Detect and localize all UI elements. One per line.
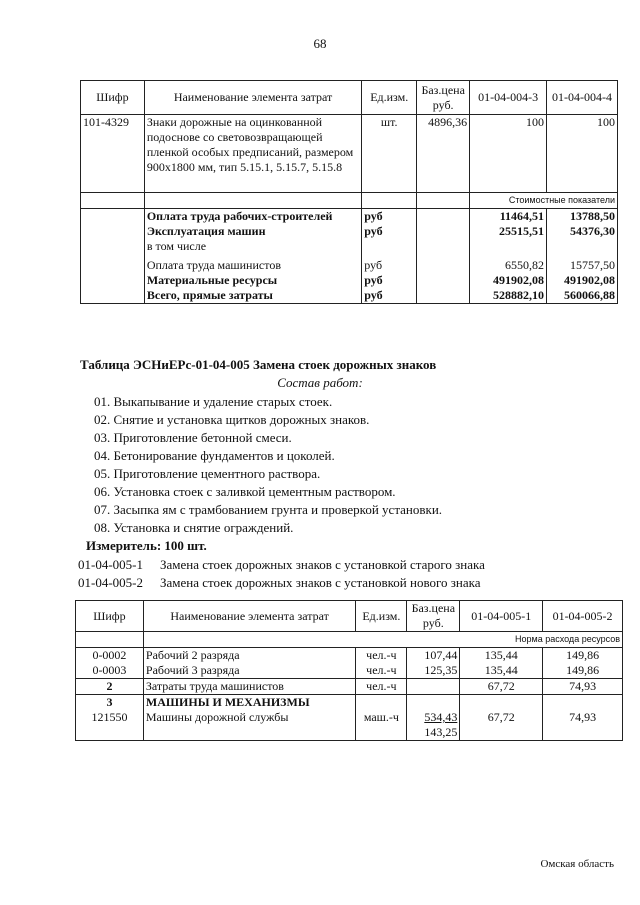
header-unit: Ед.изм. [356, 601, 407, 632]
header-price: Баз.цена руб. [407, 601, 460, 632]
item-unit: шт. [362, 115, 417, 193]
row-name: Рабочий 3 разряда [143, 663, 356, 679]
row-name: Рабочий 2 разряда [143, 648, 356, 664]
resource-table-2 [75, 600, 623, 741]
row-unit: чел.-ч [356, 679, 407, 695]
table-header-row [81, 81, 618, 115]
row-unit: чел.-ч [356, 648, 407, 664]
row-value-1: 135,44 [460, 663, 543, 679]
row-price: 107,44 [407, 648, 460, 664]
table-row [76, 710, 623, 741]
variant-text: Замена стоек дорожных знаков с установкой нового знака [160, 575, 481, 590]
row-name: Материальные ресурсы [144, 273, 361, 288]
row-price: 125,35 [407, 663, 460, 679]
item-value-1: 100 [470, 115, 547, 193]
row-value-2: 15757,50 [547, 258, 618, 273]
resource-table-1 [80, 80, 618, 304]
work-item: 08. Установка и снятие ограждений. [94, 520, 294, 535]
header-name: Наименование элемента затрат [144, 81, 361, 115]
item-code: 101-4329 [81, 115, 145, 193]
table-row [76, 648, 623, 664]
row-value-2: 74,93 [543, 710, 623, 741]
header-name: Наименование элемента затрат [143, 601, 356, 632]
variant-code: 01-04-005-2 [78, 575, 143, 590]
row-unit: руб [362, 288, 417, 304]
row-price-1: 534,43 [424, 710, 458, 724]
row-unit: маш.-ч [356, 710, 407, 741]
row-value-2: 491902,08 [547, 273, 618, 288]
row-name: Эксплуатация машин [144, 224, 361, 239]
row-value-2: 149,86 [543, 663, 623, 679]
row-value-1: 67,72 [460, 710, 543, 741]
row-name: Всего, прямые затраты [144, 288, 361, 304]
row-price [407, 679, 460, 695]
table-row [81, 258, 618, 273]
work-item: 01. Выкапывание и удаление старых стоек. [94, 394, 333, 409]
row-name: Оплата труда рабочих-строителей [144, 209, 361, 225]
row-unit: руб [362, 273, 417, 288]
work-item: 07. Засыпка ям с трамбованием грунта и проверкой установки. [94, 502, 443, 517]
row-value-1: 491902,08 [470, 273, 547, 288]
row-value-1: 528882,10 [470, 288, 547, 304]
row-code: 2 [76, 679, 144, 695]
row-value-2: 74,93 [543, 679, 623, 695]
row-value-2: 149,86 [543, 648, 623, 664]
row-unit: чел.-ч [356, 663, 407, 679]
header-code: Шифр [76, 601, 144, 632]
work-heading: Состав работ: [277, 375, 363, 390]
table-row [76, 679, 623, 695]
group-code: 3 [76, 695, 144, 711]
row-value-2: 54376,30 [547, 224, 618, 239]
row-price-2: 143,25 [424, 725, 458, 739]
row-name: Затраты труда машинистов [143, 679, 356, 695]
work-item: 04. Бетонирование фундаментов и цоколей. [94, 448, 335, 463]
group-name: МАШИНЫ И МЕХАНИЗМЫ [143, 695, 356, 711]
table-row [76, 663, 623, 679]
cost-label: Стоимостные показатели [470, 193, 618, 209]
table-row [81, 209, 618, 225]
item-value-2: 100 [547, 115, 618, 193]
item-name: Знаки дорожные на оцинкованной подоснове со световозвращающей пленкой особых предписаний, размером 900х1800 мм, тип 5.15.1, 5.15.7, 5.15.8 [144, 115, 361, 193]
work-item: 03. Приготовление бетонной смеси. [94, 430, 292, 445]
row-unit: руб [362, 224, 417, 239]
row-code: 121550 [76, 710, 144, 741]
work-item: 06. Установка стоек с заливкой цементным раствором. [94, 484, 396, 499]
row-unit: руб [362, 209, 417, 225]
row-value-1: 11464,51 [470, 209, 547, 225]
row-unit: руб [362, 258, 417, 273]
header-col2: 01-04-005-2 [543, 601, 623, 632]
row-value-1: 25515,51 [470, 224, 547, 239]
header-price: Баз.цена руб. [417, 81, 470, 115]
header-unit: Ед.изм. [362, 81, 417, 115]
table-row [81, 224, 618, 239]
row-value-1: 135,44 [460, 648, 543, 664]
row-value-2: 13788,50 [547, 209, 618, 225]
group-row [76, 695, 623, 711]
norm-label: Норма расхода ресурсов [143, 632, 622, 648]
measure-unit: Измеритель: 100 шт. [86, 538, 207, 553]
norm-label-row [76, 632, 623, 648]
row-name: Оплата труда машинистов [144, 258, 361, 273]
item-price: 4896,36 [417, 115, 470, 193]
table-row [81, 115, 618, 193]
header-col2: 01-04-004-4 [547, 81, 618, 115]
section-title: Таблица ЭСНиЕРс-01-04-005 Замена стоек дорожных знаков [80, 357, 437, 372]
row-value-1: 6550,82 [470, 258, 547, 273]
work-item: 02. Снятие и установка щитков дорожных знаков. [94, 412, 370, 427]
table-row [81, 239, 618, 258]
page-number: 68 [313, 36, 327, 51]
variant-code: 01-04-005-1 [78, 557, 143, 572]
row-price [407, 710, 460, 741]
row-value-1: 67,72 [460, 679, 543, 695]
table-row [81, 288, 618, 304]
header-col1: 01-04-004-3 [470, 81, 547, 115]
row-code: 0-0003 [76, 663, 144, 679]
row-value-2: 560066,88 [547, 288, 618, 304]
header-col1: 01-04-005-1 [460, 601, 543, 632]
row-name: в том числе [144, 239, 361, 258]
row-code: 0-0002 [76, 648, 144, 664]
work-item: 05. Приготовление цементного раствора. [94, 466, 321, 481]
cost-label-row [81, 193, 618, 209]
table-row [81, 273, 618, 288]
variant-text: Замена стоек дорожных знаков с установкой старого знака [160, 557, 485, 572]
header-code: Шифр [81, 81, 145, 115]
row-name: Машины дорожной службы [143, 710, 356, 741]
footer-region: Омская область [540, 858, 614, 870]
table-header-row [76, 601, 623, 632]
